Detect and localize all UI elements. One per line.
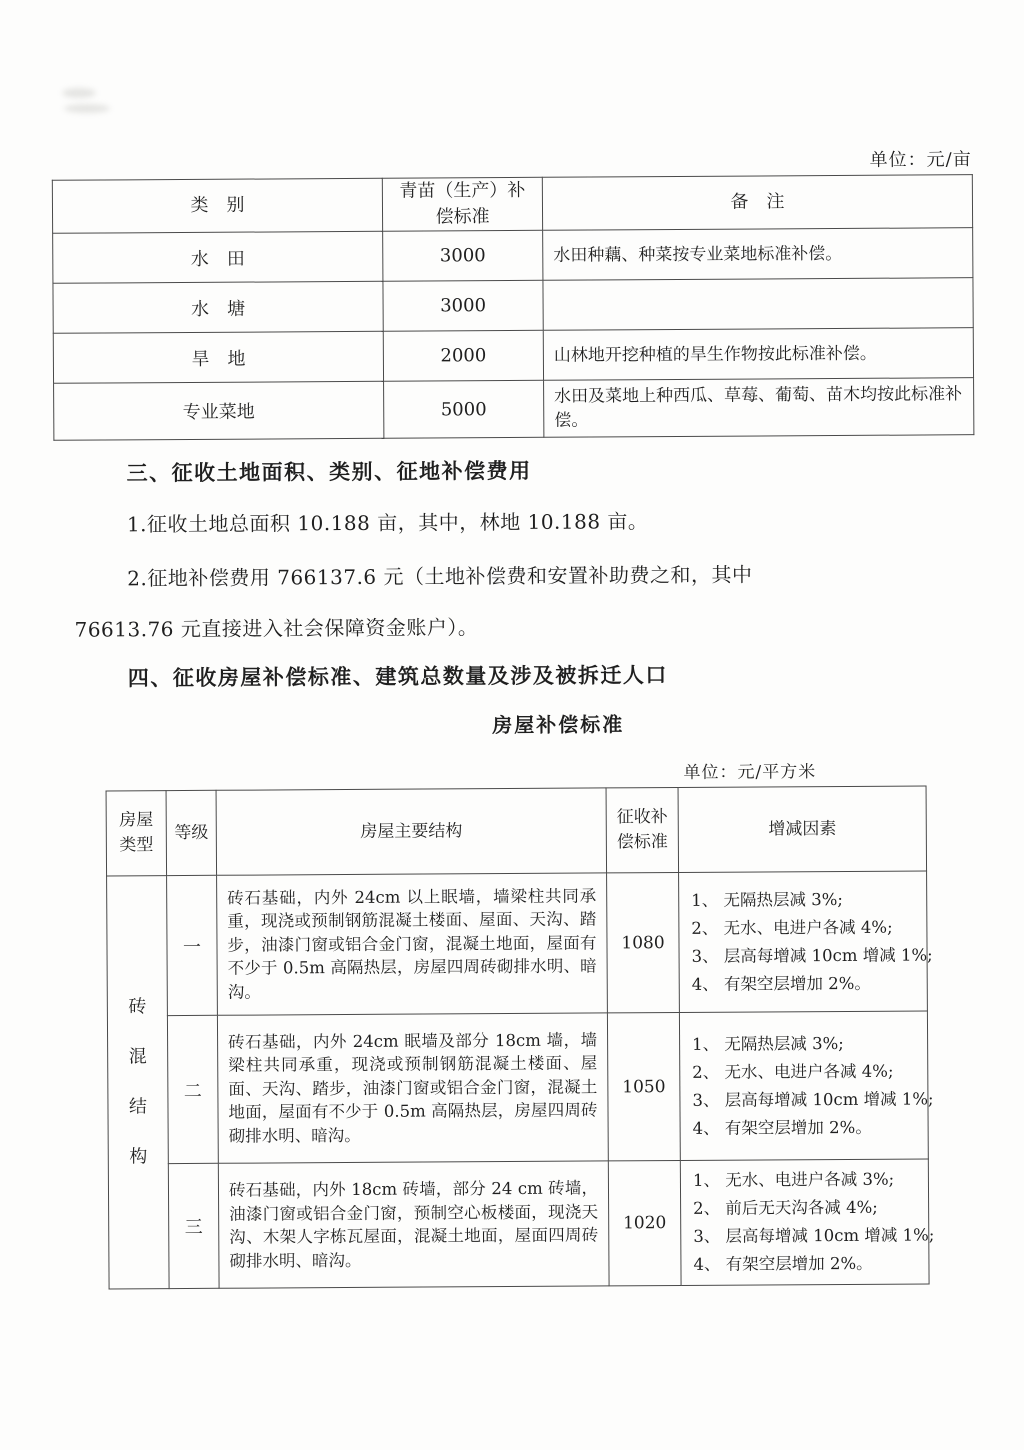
table2-header-house-type: 房屋类型 [106,791,167,876]
table1-remark [543,278,973,331]
table2-structure: 砖石基础，内外 24cm 眠墙及部分 18cm 墙，墙梁柱共同承重，现浇或预制钢筋混凝土楼面、屋面、天沟、踏步，油漆门窗或铝合金门窗，混凝土地面，屋面有不少于 0.5m 高隔热层，房屋四周砖砌排水明、暗沟。 [217,1013,608,1163]
table2-grade: 三 [168,1163,219,1288]
table1-unit-label: 单位：元/亩 [869,149,972,171]
table-row [53,328,973,384]
table2-house-type: 砖混结构 [107,876,170,1289]
factor-item: 4、 有架空层增加 2%。 [691,973,871,994]
table1-category: 旱 地 [53,331,383,383]
table-row [107,1011,928,1164]
factor-item: 2、 无水、电进户各减 4%; [691,917,893,938]
section3-paragraph-1: 1.征收土地总面积 10.188 亩，其中，林地 10.188 亩。 [126,509,649,537]
table-row [54,378,974,441]
section3-heading: 三、征收土地面积、类别、征地补偿费用 [126,457,532,486]
table1-standard: 5000 [384,380,544,438]
table2-factors [680,1159,935,1286]
table1-header-standard: 青苗（生产）补偿标准 [382,177,542,231]
table1-category: 水 塘 [53,281,383,333]
factor-item: 3、 层高每增减 10cm 增减 1%; [692,1088,934,1110]
table1-header-row [52,175,972,234]
table2-grade: 二 [167,1015,218,1163]
table2-header-structure: 房屋主要结构 [216,788,607,875]
table-row [108,1159,929,1289]
table2-structure: 砖石基础，内外 24cm 以上眠墙，墙梁柱共同承重，现浇或预制钢筋混凝土楼面、屋面、天沟、踏步，油漆门窗或铝合金门窗，混凝土地面，屋面有不少于 0.5m 高隔热层，房屋四周砖砌排水明、暗沟。 [217,873,608,1015]
table-row [107,871,928,1016]
house-compensation-table [106,785,935,1289]
factor-item: 4、 有架空层增加 2%。 [692,1117,872,1138]
crop-compensation-table [52,174,975,441]
factor-item: 1、 无水、电进户各减 3%; [692,1169,895,1190]
table1-header-category: 类 别 [52,178,382,233]
table1-header-remark: 备 注 [542,175,972,231]
factor-item: 1、 无隔热层减 3%; [692,1033,844,1054]
table2-header-factors: 增减因素 [678,786,927,873]
table1-category: 专业菜地 [54,381,384,440]
table1-remark: 水田种藕、种菜按专业菜地标准补偿。 [543,228,973,281]
factor-item: 2、 无水、电进户各减 4%; [692,1061,894,1082]
factor-item: 3、 层高每增减 10cm 增减 1%; [693,1225,935,1246]
table2-grade: 一 [167,875,218,1015]
table2-header-standard: 征收补偿标准 [606,787,679,872]
table2-header-grade: 等级 [166,790,217,875]
table1-standard: 3000 [383,230,543,281]
factor-item: 4、 有架空层增加 2%。 [693,1253,873,1274]
table-row [53,228,973,284]
table2-structure: 砖石基础，内外 18cm 砖墙，部分 24 cm 砖墙，油漆门窗或铝合金门窗，预制空心板楼面，现浇天沟、木架人字栋瓦屋面，混凝土地面，屋面四周砖砌排水明、暗沟。 [218,1161,609,1288]
table2-standard: 1080 [607,872,680,1012]
table2-factors [679,1011,934,1161]
table2-standard: 1020 [608,1160,681,1285]
house-compensation-subtitle: 房屋补偿标准 [492,712,625,738]
table2-standard: 1050 [607,1012,680,1160]
factor-item: 3、 层高每增减 10cm 增减 1%; [691,944,933,966]
section3-paragraph-2-line1: 2.征地补偿费用 766137.6 元（土地补偿费和安置补助费之和，其中 [127,562,753,591]
table2-header-row [106,786,927,876]
table1-standard: 3000 [383,280,543,331]
table-row [53,278,973,334]
factor-item: 1、 无隔热层减 3%; [691,889,844,910]
table2-unit-label: 单位：元/平方米 [683,762,817,783]
table1-standard: 2000 [383,330,543,381]
table1-remark: 水田及菜地上种西瓜、草莓、葡萄、苗木均按此标准补偿。 [544,378,974,438]
table1-category: 水 田 [53,231,383,283]
table1-remark: 山林地开挖种植的旱生作物按此标准补偿。 [543,328,973,381]
section3-paragraph-2-line2: 76613.76 元直接进入社会保障资金账户）。 [74,615,479,642]
factor-item: 2、 前后无天沟各减 4%; [693,1197,878,1218]
section4-heading: 四、征收房屋补偿标准、建筑总数量及涉及被拆迁人口 [127,662,668,691]
table2-factors [679,871,933,1013]
